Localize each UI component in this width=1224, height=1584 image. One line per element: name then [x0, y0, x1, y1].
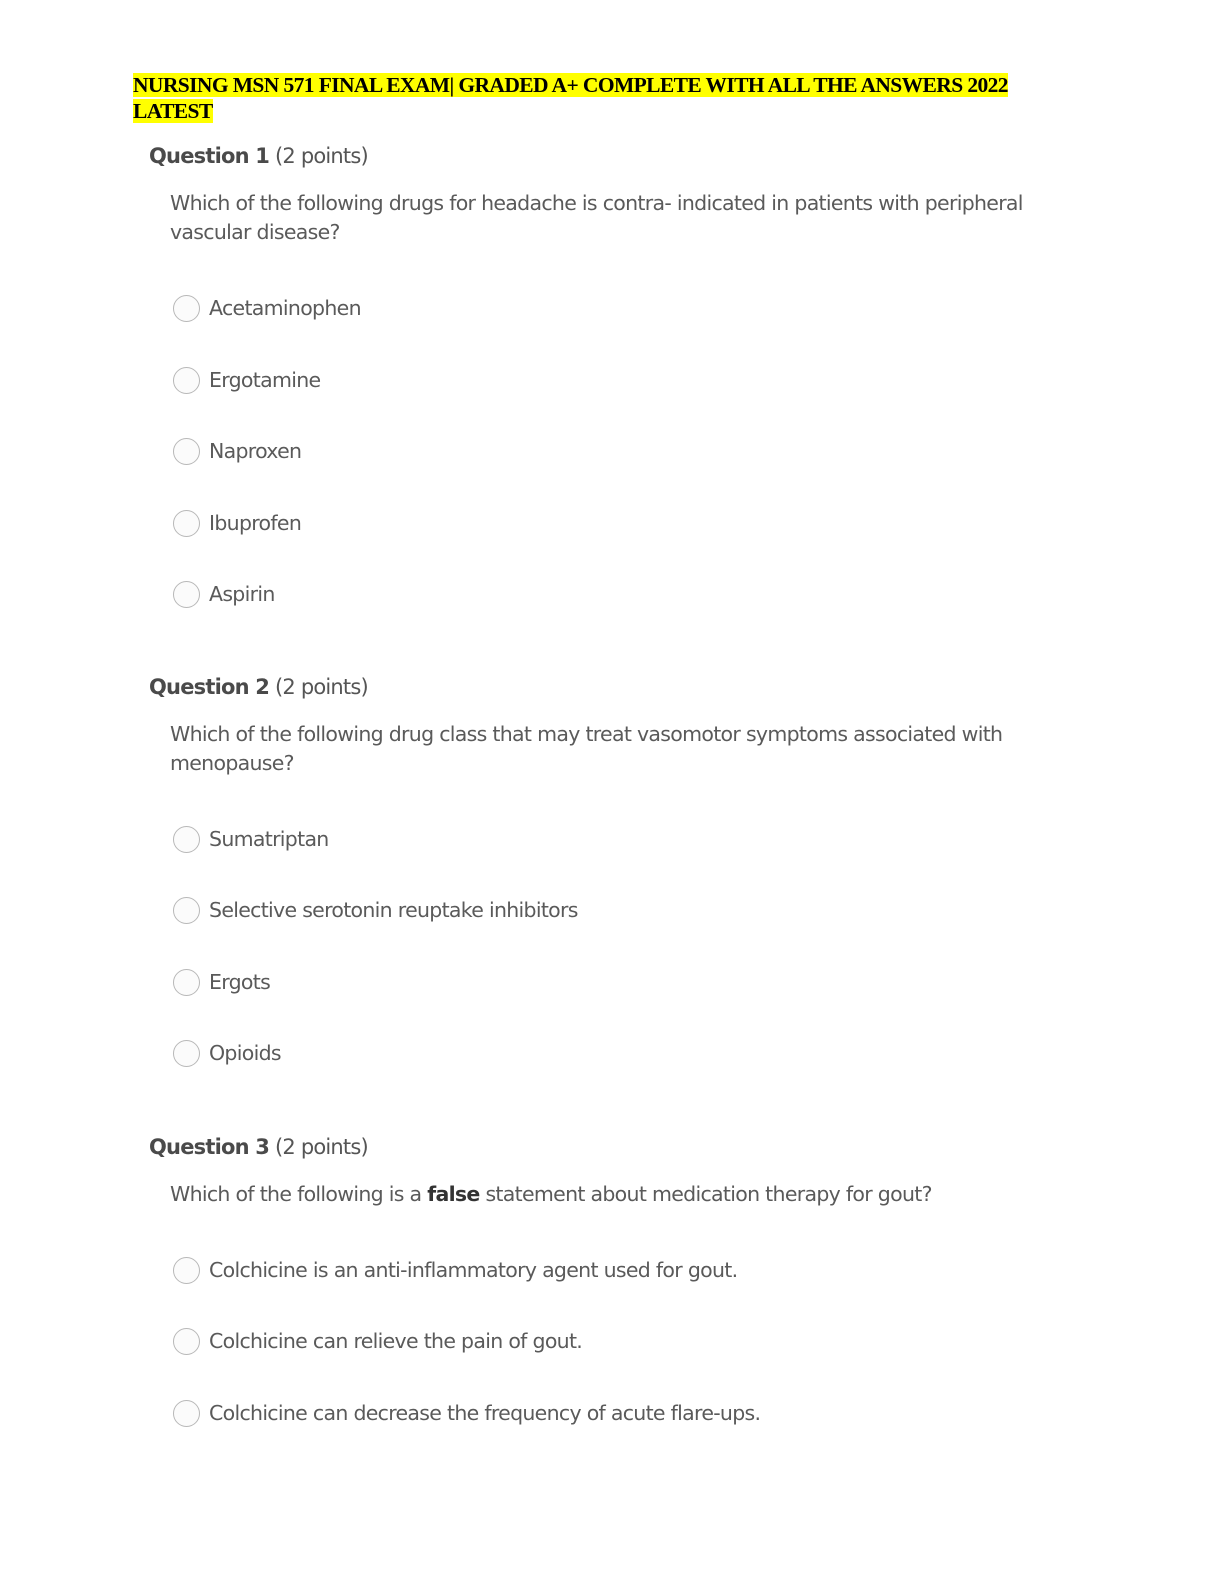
- radio-icon[interactable]: [173, 581, 200, 608]
- radio-icon[interactable]: [173, 295, 200, 322]
- radio-icon[interactable]: [173, 897, 200, 924]
- question-2-text: Which of the following drug class that may treat vasomotor symptoms associated with menopause?: [170, 722, 1003, 775]
- radio-icon[interactable]: [173, 969, 200, 996]
- radio-icon[interactable]: [173, 438, 200, 465]
- question-3-header: Question 3 (2 points): [149, 1135, 368, 1159]
- q1-option-acetaminophen[interactable]: Acetaminophen: [173, 292, 361, 324]
- radio-icon[interactable]: [173, 367, 200, 394]
- question-1-header: Question 1 (2 points): [149, 144, 368, 168]
- q1-option-aspirin[interactable]: Aspirin: [173, 578, 275, 610]
- radio-icon[interactable]: [173, 1257, 200, 1284]
- radio-icon[interactable]: [173, 826, 200, 853]
- q2-option-ergots[interactable]: Ergots: [173, 966, 270, 998]
- question-3-text: Which of the following is a false statement about medication therapy for gout?: [170, 1182, 932, 1206]
- radio-icon[interactable]: [173, 1328, 200, 1355]
- radio-icon[interactable]: [173, 1400, 200, 1427]
- radio-icon[interactable]: [173, 1040, 200, 1067]
- document-title: NURSING MSN 571 FINAL EXAM| GRADED A+ COMPLETE WITH ALL THE ANSWERS 2022 LATEST: [133, 73, 1008, 123]
- q2-option-ssri[interactable]: Selective serotonin reuptake inhibitors: [173, 894, 578, 926]
- question-1-text: Which of the following drugs for headache is contra- indicated in patients with peripheral vascular disease?: [170, 191, 1023, 244]
- q1-option-ergotamine[interactable]: Ergotamine: [173, 364, 320, 396]
- q3-option-2[interactable]: Colchicine can relieve the pain of gout.: [173, 1325, 582, 1357]
- question-2-header: Question 2 (2 points): [149, 675, 368, 699]
- q3-option-3[interactable]: Colchicine can decrease the frequency of acute flare-ups.: [173, 1397, 760, 1429]
- q2-option-sumatriptan[interactable]: Sumatriptan: [173, 823, 329, 855]
- q1-option-ibuprofen[interactable]: Ibuprofen: [173, 507, 301, 539]
- q3-option-1[interactable]: Colchicine is an anti-inflammatory agent used for gout.: [173, 1254, 737, 1286]
- radio-icon[interactable]: [173, 510, 200, 537]
- q2-option-opioids[interactable]: Opioids: [173, 1037, 281, 1069]
- q1-option-naproxen[interactable]: Naproxen: [173, 435, 301, 467]
